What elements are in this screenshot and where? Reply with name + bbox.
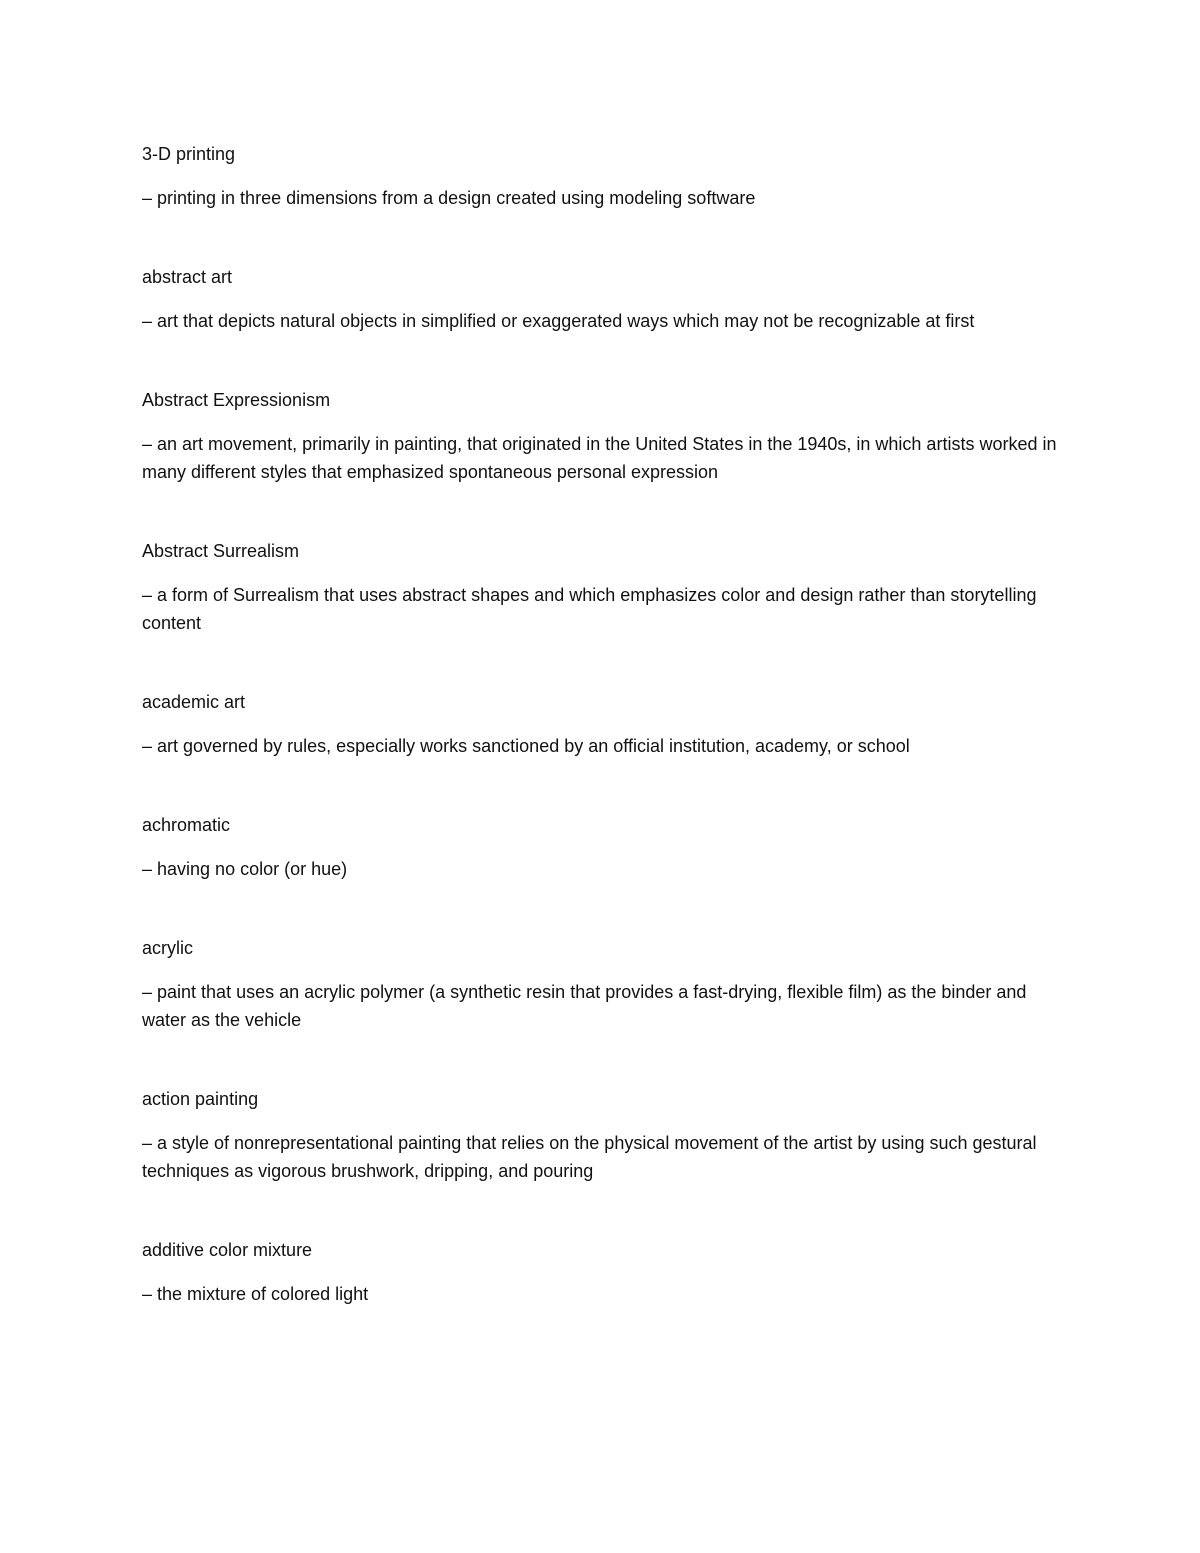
glossary-term: Abstract Expressionism	[142, 390, 331, 410]
glossary-definition: – having no color (or hue)	[142, 859, 348, 879]
glossary-entry	[142, 140, 1072, 212]
glossary-definition: – an art movement, primarily in painting, that originated in the United States in the 1940s, in which artists worked in many different styles that emphasized spontaneous personal expression	[142, 434, 1057, 482]
glossary-entry	[142, 688, 1072, 760]
glossary-entry	[142, 263, 1072, 335]
glossary-term: acrylic	[142, 938, 194, 958]
glossary-term: achromatic	[142, 815, 231, 835]
glossary-entry	[142, 1236, 1072, 1308]
glossary-definition: – the mixture of colored light	[142, 1284, 369, 1304]
glossary-entry	[142, 934, 1072, 1034]
glossary-definition: – printing in three dimensions from a design created using modeling software	[142, 188, 756, 208]
glossary-term: 3-D printing	[142, 144, 236, 164]
glossary-definition: – a style of nonrepresentational painting that relies on the physical movement of the artist by using such gestural techniques as vigorous brushwork, dripping, and pouring	[142, 1133, 1037, 1181]
glossary-term: additive color mixture	[142, 1240, 313, 1260]
glossary-entry	[142, 811, 1072, 883]
glossary-term: action painting	[142, 1089, 259, 1109]
glossary-entry	[142, 386, 1072, 486]
glossary-definition: – art that depicts natural objects in simplified or exaggerated ways which may not be recognizable at first	[142, 311, 975, 331]
glossary-term: Abstract Surrealism	[142, 541, 300, 561]
glossary-term: abstract art	[142, 267, 233, 287]
glossary-term: academic art	[142, 692, 246, 712]
glossary-definition: – paint that uses an acrylic polymer (a synthetic resin that provides a fast-drying, flexible film) as the binder and water as the vehicle	[142, 982, 1027, 1030]
glossary-entry	[142, 537, 1072, 637]
glossary-list	[142, 140, 1072, 1359]
glossary-definition: – art governed by rules, especially works sanctioned by an official institution, academy, or school	[142, 736, 910, 756]
glossary-definition: – a form of Surrealism that uses abstract shapes and which emphasizes color and design rather than storytelling content	[142, 585, 1037, 633]
glossary-entry	[142, 1085, 1072, 1185]
